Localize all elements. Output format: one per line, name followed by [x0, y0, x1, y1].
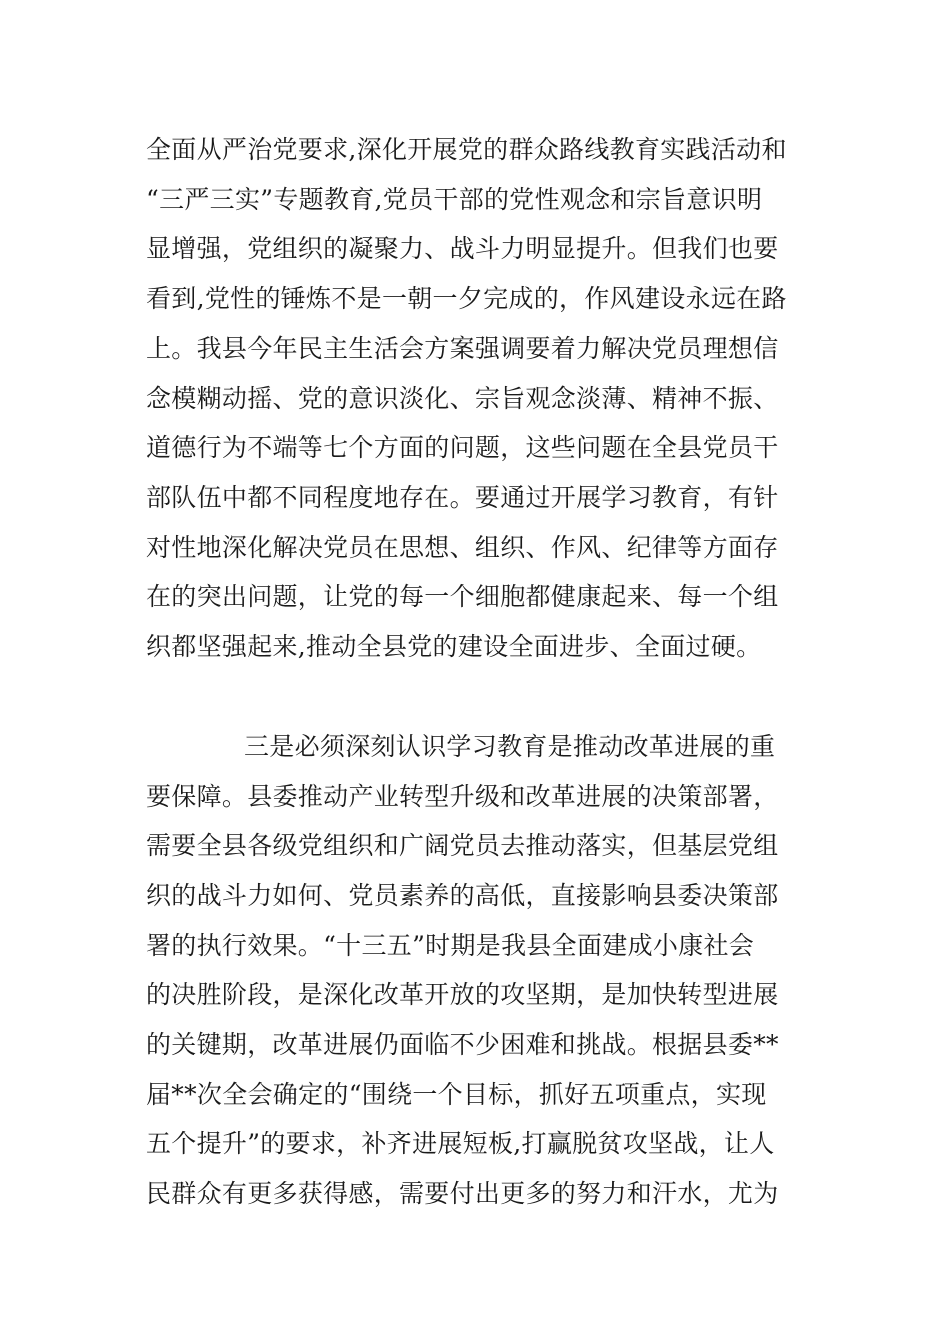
text-line: 需要全县各级党组织和广阔党员去推动落实，但基层党组	[146, 831, 779, 860]
text-line: 署的执行效果。“十三五”时期是我县全面建成小康社会	[146, 931, 755, 960]
text-line: 织都坚强起来,推动全县党的建设全面进步、全面过硬。	[146, 632, 762, 661]
text-line: 要保障。县委推动产业转型升级和改革进展的决策部署，	[146, 782, 779, 811]
text-line: 的关键期，改革进展仍面临不少困难和挑战。根据县委**	[146, 1030, 779, 1059]
text-line: 织的战斗力如何、党员素养的高低，直接影响县委决策部	[146, 881, 779, 910]
text-line: 全面从严治党要求,深化开展党的群众路线教育实践活动和	[146, 135, 787, 164]
text-line: 看到,党性的锤炼不是一朝一夕完成的，作风建设永远在路	[146, 284, 787, 313]
text-line: 部队伍中都不同程度地存在。要通过开展学习教育，有针	[146, 483, 779, 512]
text-line: 显增强，党组织的凝聚力、战斗力明显提升。但我们也要	[146, 234, 779, 263]
text-line: 届**次全会确定的“围绕一个目标，抓好五项重点，实现	[146, 1080, 767, 1109]
text-line: 道德行为不端等七个方面的问题，这些问题在全县党员干	[146, 433, 779, 462]
text-line: 的决胜阶段，是深化改革开放的攻坚期，是加快转型进展	[146, 980, 779, 1009]
text-line: 在的突出问题，让党的每一个细胞都健康起来、每一个组	[146, 582, 779, 611]
text-line: 念模糊动摇、党的意识淡化、宗旨观念淡薄、精神不振、	[146, 384, 779, 413]
text-line: 上。我县今年民主生活会方案强调要着力解决党员理想信	[146, 334, 779, 363]
text-line: 对性地深化解决党员在思想、组织、作风、纪律等方面存	[146, 533, 779, 562]
text-line: 五个提升”的要求，补齐进展短板,打赢脱贫攻坚战，让人	[146, 1129, 775, 1158]
text-line: 三是必须深刻认识学习教育是推动改革进展的重	[244, 732, 776, 761]
text-line: “三严三实”专题教育,党员干部的党性观念和宗旨意识明	[146, 185, 763, 214]
text-line: 民群众有更多获得感，需要付出更多的努力和汗水，尤为	[146, 1179, 779, 1208]
